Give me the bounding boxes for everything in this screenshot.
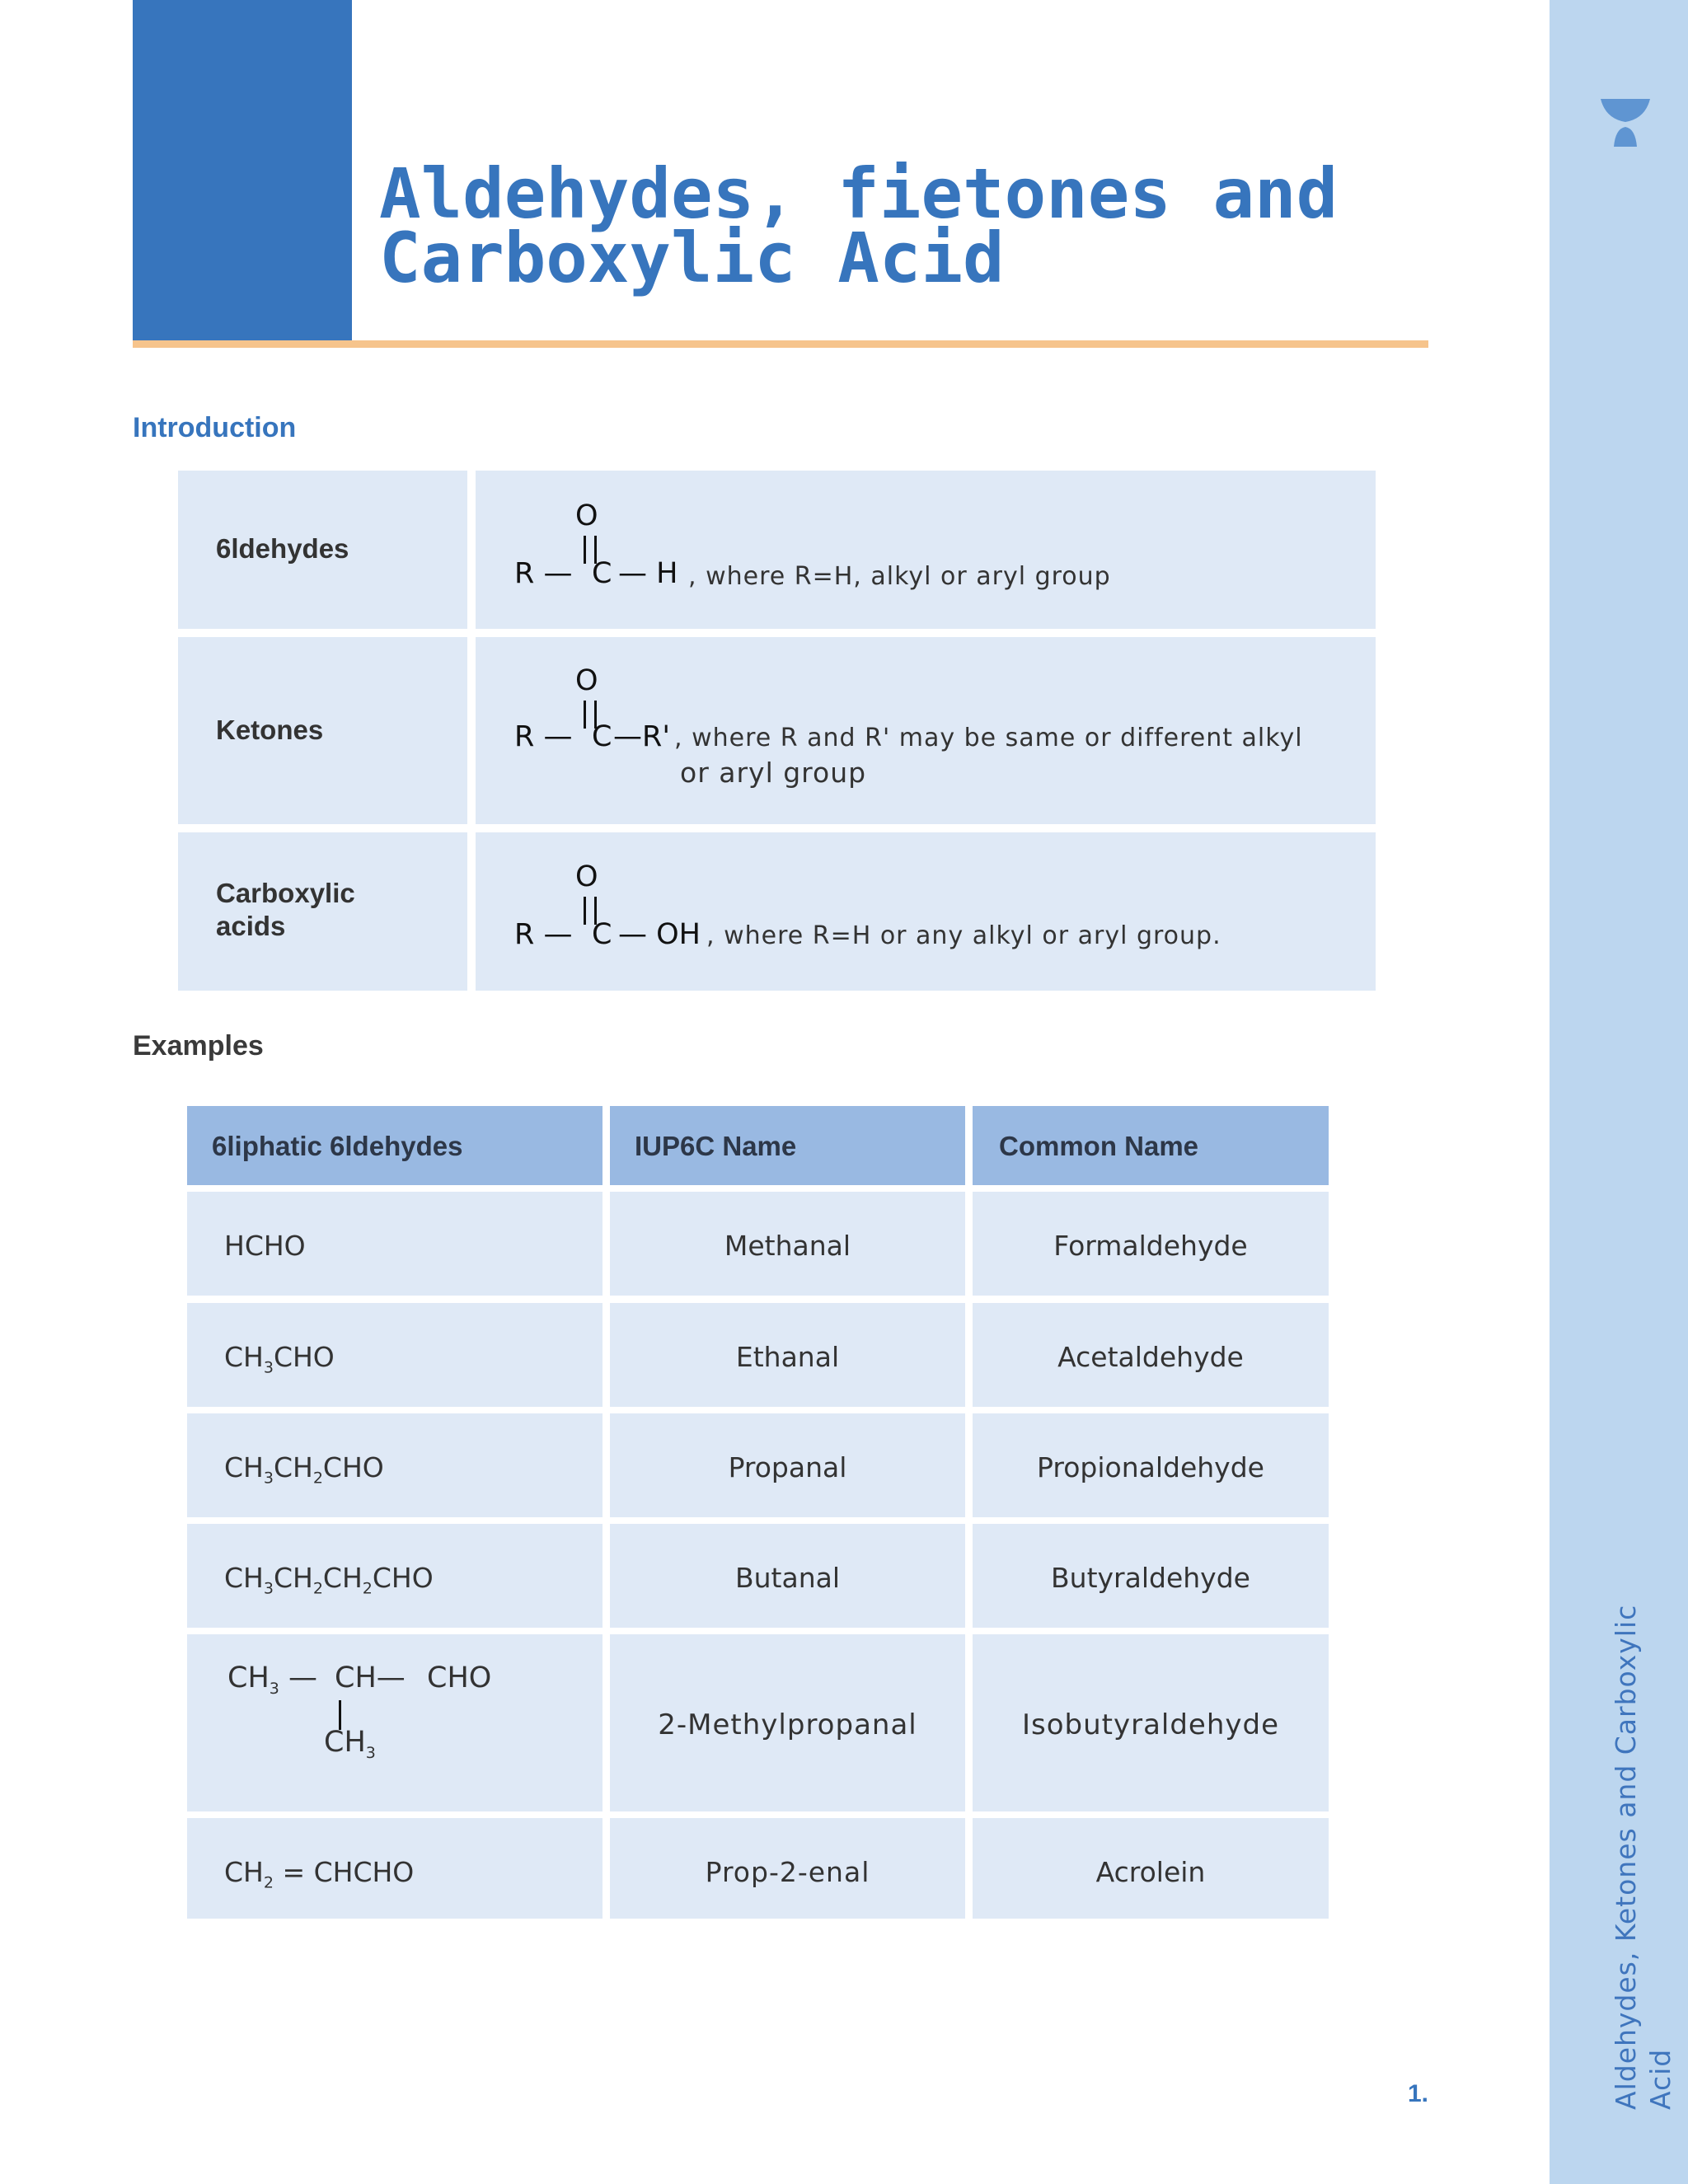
formula-hcho: HCHO <box>224 1230 306 1262</box>
oxygen-atom: O <box>575 499 598 532</box>
double-bond <box>584 701 586 729</box>
intro-label: 6ldehydes <box>216 533 349 564</box>
formula-carbon: C <box>592 918 612 951</box>
page-number: 1. <box>1408 2080 1429 2107</box>
title-line-2: Carboxylic Acid <box>379 218 1005 298</box>
common-name: Butyraldehyde <box>1051 1562 1250 1594</box>
cup-icon <box>1599 97 1652 150</box>
formula-branched-chain: $CH_3$ — <box>227 1661 317 1698</box>
formula-carbon: C <box>592 557 612 590</box>
column-header-iupac: IUP6C Name <box>635 1131 797 1161</box>
oxygen-atom: O <box>575 860 598 893</box>
formula-ch3ch2ch2cho: $CH_3CH_2CH_2CHO$ <box>224 1562 434 1598</box>
iupac-name: Ethanal <box>735 1341 840 1373</box>
oxygen-atom: O <box>575 664 598 697</box>
double-bond <box>584 897 586 925</box>
iupac-name: 2-Methylpropanal <box>658 1708 917 1741</box>
column-header-formula: 6liphatic 6ldehydes <box>212 1131 463 1161</box>
intro-formula-cell <box>476 832 1376 991</box>
formula-r: R — <box>514 720 573 753</box>
formula-right: — H <box>618 557 678 590</box>
formula-right: — OH <box>618 918 701 951</box>
section-heading-examples: Examples <box>133 1030 264 1062</box>
iupac-name: Propanal <box>728 1451 847 1483</box>
formula-r: R — <box>514 557 573 590</box>
formula-r: R — <box>514 918 573 951</box>
common-name: Acetaldehyde <box>1057 1341 1244 1373</box>
iupac-name: Prop-2-enal <box>705 1856 870 1888</box>
formula-methyl-branch: $CH_3$ <box>324 1726 376 1762</box>
intro-label: Carboxylic acids <box>216 878 355 941</box>
formula-acrolein: $CH_2$ = CHCHO <box>224 1856 415 1892</box>
formula-ch3cho: $CH_3CHO$ <box>224 1341 335 1377</box>
common-name: Propionaldehyde <box>1037 1451 1264 1483</box>
page-title <box>379 153 1533 298</box>
common-name: Formaldehyde <box>1053 1230 1248 1262</box>
formula-right: —R' <box>613 720 670 753</box>
double-bond <box>584 536 586 564</box>
formula-description-continued: or aryl group <box>680 757 867 789</box>
common-name: Isobutyraldehyde <box>1021 1708 1280 1741</box>
intro-label: Ketones <box>216 715 324 745</box>
formula-branch-carbon: CH— <box>335 1661 406 1694</box>
section-heading-introduction: Introduction <box>133 412 297 443</box>
iupac-name: Methanal <box>724 1230 851 1262</box>
formula-aldehyde-group: CHO <box>427 1661 492 1694</box>
formula-ch3ch2cho: $CH_3CH_2CHO$ <box>224 1451 384 1488</box>
intro-formula-cell <box>476 471 1376 629</box>
column-header-common: Common Name <box>999 1131 1199 1161</box>
iupac-name: Butanal <box>734 1562 841 1594</box>
formula-description: , where R=H or any alkyl or aryl group. <box>706 921 1221 950</box>
header-rule <box>133 340 1428 348</box>
formula-carbon: C <box>592 720 612 753</box>
common-name: Acrolein <box>1095 1856 1206 1888</box>
running-title: Aldehydes, Ketones and Carboxylic Acid <box>1610 1604 1676 2110</box>
header-block <box>133 0 352 340</box>
formula-description: , where R and R' may be same or different alkyl <box>674 724 1303 752</box>
title-line-1: Aldehydes, fietones and <box>379 153 1339 234</box>
formula-description: , where R=H, alkyl or aryl group <box>688 562 1111 591</box>
